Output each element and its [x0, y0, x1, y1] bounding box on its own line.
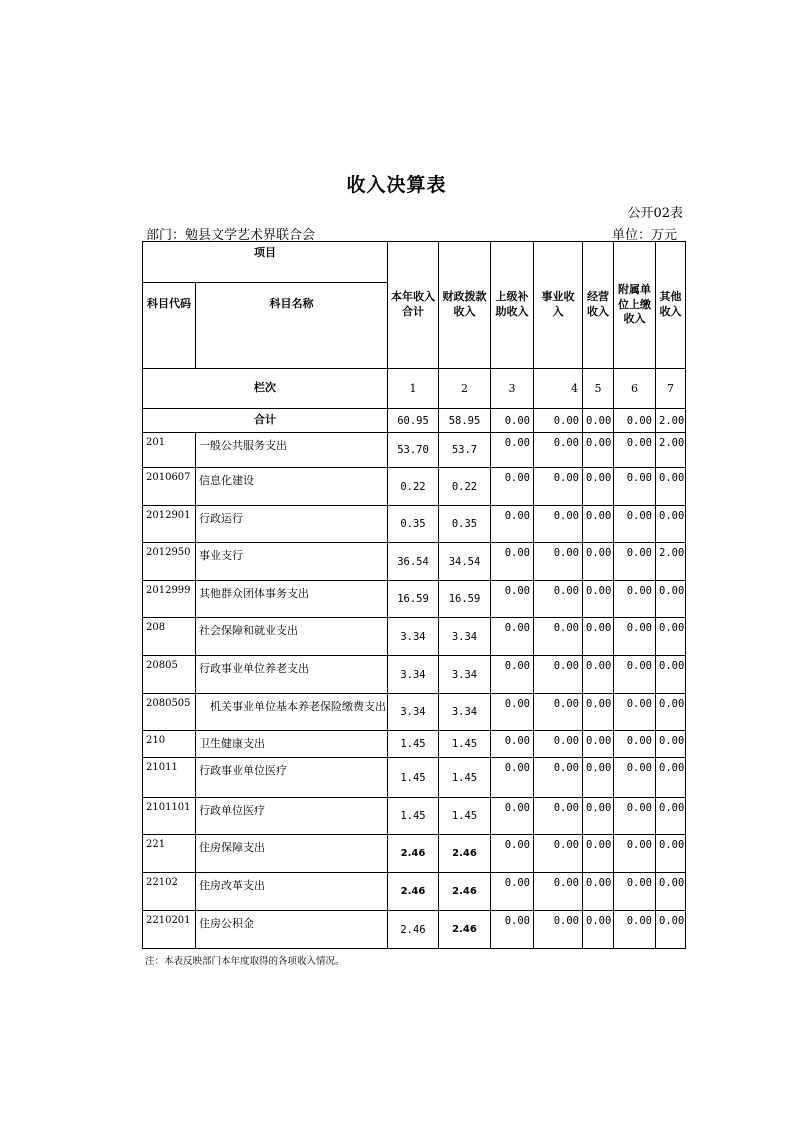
footnote: 注：本表反映部门本年度取得的各项收入情况。	[145, 956, 345, 967]
cell-value: 0.00	[583, 656, 614, 694]
cell-value: 0.00	[534, 468, 583, 506]
subject-name: 卫生健康支出	[196, 731, 388, 758]
subject-name: 住房改革支出	[196, 873, 388, 911]
income-table	[142, 241, 686, 949]
subject-code: 2012901	[143, 506, 196, 543]
cell-value: 0.00	[491, 543, 534, 581]
cell-value: 3.34	[388, 694, 439, 731]
column-number: 7	[656, 369, 686, 409]
cell-value: 0.00	[534, 506, 583, 543]
total-value: 58.95	[439, 409, 491, 433]
header-operating: 经营收入	[583, 242, 614, 369]
header-fiscal: 财政拨款收入	[439, 242, 491, 369]
subject-code: 2101101	[143, 798, 196, 835]
cell-value: 3.34	[439, 656, 491, 694]
cell-value: 0.00	[656, 468, 686, 506]
cell-value: 0.00	[491, 468, 534, 506]
column-number-row	[143, 369, 686, 409]
cell-value: 0.00	[614, 911, 656, 949]
table-row	[143, 433, 686, 468]
cell-value: 2.46	[439, 835, 491, 873]
cell-value: 0.00	[583, 618, 614, 656]
cell-value: 0.00	[491, 618, 534, 656]
cell-value: 0.00	[534, 694, 583, 731]
cell-value: 0.00	[491, 911, 534, 949]
subject-code: 22102	[143, 873, 196, 911]
cell-value: 0.00	[656, 581, 686, 618]
cell-value: 0.00	[656, 873, 686, 911]
cell-value: 0.00	[491, 656, 534, 694]
cell-value: 0.00	[491, 731, 534, 758]
cell-value: 0.00	[614, 731, 656, 758]
cell-value: 0.00	[614, 581, 656, 618]
subject-code: 210	[143, 731, 196, 758]
subject-name: 住房公积金	[196, 911, 388, 949]
cell-value: 0.00	[583, 468, 614, 506]
cell-value: 0.00	[614, 433, 656, 468]
cell-value: 0.00	[614, 873, 656, 911]
cell-value: 0.00	[583, 581, 614, 618]
header-other: 其他收入	[656, 242, 686, 369]
cell-value: 0.00	[656, 618, 686, 656]
cell-value: 1.45	[439, 758, 491, 798]
cell-value: 0.00	[656, 911, 686, 949]
table-row	[143, 758, 686, 798]
table-row	[143, 798, 686, 835]
cell-value: 0.00	[534, 433, 583, 468]
table-row	[143, 543, 686, 581]
cell-value: 3.34	[388, 656, 439, 694]
subject-name: 其他群众团体事务支出	[196, 581, 388, 618]
cell-value: 0.00	[534, 758, 583, 798]
header-superior-subsidy: 上级补助收入	[491, 242, 534, 369]
cell-value: 0.00	[614, 468, 656, 506]
cell-value: 2.46	[439, 873, 491, 911]
cell-value: 1.45	[388, 798, 439, 835]
subject-name: 住房保障支出	[196, 835, 388, 873]
table-row	[143, 618, 686, 656]
cell-value: 0.00	[491, 835, 534, 873]
header-business: 事业收入	[534, 242, 583, 369]
cell-value: 0.00	[656, 506, 686, 543]
cell-value: 0.00	[656, 694, 686, 731]
column-number: 2	[439, 369, 491, 409]
cell-value: 2.00	[656, 543, 686, 581]
cell-value: 0.00	[534, 543, 583, 581]
cell-value: 36.54	[388, 543, 439, 581]
cell-value: 0.35	[388, 506, 439, 543]
subject-name: 机关事业单位基本养老保险缴费支出	[196, 694, 388, 731]
cell-value: 0.00	[583, 798, 614, 835]
cell-value: 0.00	[614, 506, 656, 543]
total-row	[143, 409, 686, 433]
cell-value: 2.46	[388, 835, 439, 873]
subject-name: 行政运行	[196, 506, 388, 543]
cell-value: 0.00	[583, 694, 614, 731]
cell-value: 16.59	[388, 581, 439, 618]
cell-value: 0.00	[583, 758, 614, 798]
subject-code: 2012950	[143, 543, 196, 581]
cell-value: 0.00	[534, 835, 583, 873]
header-affiliated: 附属单位上缴收入	[614, 242, 656, 369]
cell-value: 2.46	[388, 873, 439, 911]
cell-value: 0.00	[656, 798, 686, 835]
header-total-income: 本年收入合计	[388, 242, 439, 369]
unit-label: 单位：万元	[611, 228, 677, 243]
cell-value: 0.00	[534, 798, 583, 835]
cell-value: 0.00	[491, 798, 534, 835]
subject-name: 行政单位医疗	[196, 798, 388, 835]
cell-value: 0.00	[614, 618, 656, 656]
cell-value: 3.34	[439, 618, 491, 656]
cell-value: 0.00	[614, 656, 656, 694]
header-code: 科目代码	[143, 283, 196, 369]
total-value: 60.95	[388, 409, 439, 433]
cell-value: 0.00	[534, 581, 583, 618]
column-number: 1	[388, 369, 439, 409]
cell-value: 0.35	[439, 506, 491, 543]
cell-value: 0.00	[583, 835, 614, 873]
cell-value: 0.00	[656, 731, 686, 758]
cell-value: 0.22	[439, 468, 491, 506]
cell-value: 0.00	[534, 731, 583, 758]
column-number: 5	[583, 369, 614, 409]
cell-value: 1.45	[388, 758, 439, 798]
cell-value: 2.00	[656, 433, 686, 468]
header-column-no: 栏次	[143, 369, 388, 409]
cell-value: 3.34	[439, 694, 491, 731]
column-number: 3	[491, 369, 534, 409]
total-value: 0.00	[534, 409, 583, 433]
cell-value: 0.00	[656, 758, 686, 798]
cell-value: 0.00	[534, 656, 583, 694]
form-number: 公开02表	[627, 206, 683, 221]
cell-value: 0.00	[583, 433, 614, 468]
cell-value: 0.00	[491, 581, 534, 618]
cell-value: 53.7	[439, 433, 491, 468]
cell-value: 53.70	[388, 433, 439, 468]
subject-name: 一般公共服务支出	[196, 433, 388, 468]
cell-value: 34.54	[439, 543, 491, 581]
cell-value: 0.00	[583, 911, 614, 949]
subject-code: 2012999	[143, 581, 196, 618]
table-row	[143, 694, 686, 731]
cell-value: 0.00	[491, 873, 534, 911]
subject-name: 行政事业单位医疗	[196, 758, 388, 798]
table-row	[143, 656, 686, 694]
header-name: 科目名称	[196, 283, 388, 369]
cell-value: 2.46	[439, 911, 491, 949]
subject-code: 208	[143, 618, 196, 656]
table-row	[143, 835, 686, 873]
cell-value: 0.00	[583, 873, 614, 911]
cell-value: 3.34	[388, 618, 439, 656]
subject-code: 2080505	[143, 694, 196, 731]
cell-value: 1.45	[388, 731, 439, 758]
cell-value: 0.00	[583, 731, 614, 758]
header-project: 项目	[143, 242, 388, 283]
table-row	[143, 911, 686, 949]
subject-name: 社会保障和就业支出	[196, 618, 388, 656]
cell-value: 0.00	[614, 835, 656, 873]
cell-value: 0.00	[491, 433, 534, 468]
cell-value: 0.22	[388, 468, 439, 506]
subject-code: 2210201	[143, 911, 196, 949]
cell-value: 0.00	[614, 694, 656, 731]
cell-value: 0.00	[656, 835, 686, 873]
table-row	[143, 731, 686, 758]
table-row	[143, 506, 686, 543]
page-title: 收入决算表	[346, 174, 447, 196]
subject-code: 20805	[143, 656, 196, 694]
subject-code: 2010607	[143, 468, 196, 506]
cell-value: 0.00	[614, 758, 656, 798]
cell-value: 1.45	[439, 798, 491, 835]
table-row	[143, 581, 686, 618]
cell-value: 1.45	[439, 731, 491, 758]
total-value: 0.00	[614, 409, 656, 433]
column-number: 4	[534, 369, 583, 409]
subject-code: 201	[143, 433, 196, 468]
cell-value: 0.00	[534, 618, 583, 656]
cell-value: 0.00	[491, 506, 534, 543]
cell-value: 0.00	[491, 758, 534, 798]
subject-name: 行政事业单位养老支出	[196, 656, 388, 694]
cell-value: 2.46	[388, 911, 439, 949]
cell-value: 0.00	[614, 543, 656, 581]
cell-value: 0.00	[491, 694, 534, 731]
subject-code: 221	[143, 835, 196, 873]
subject-code: 21011	[143, 758, 196, 798]
table-row	[143, 468, 686, 506]
cell-value: 0.00	[614, 798, 656, 835]
cell-value: 0.00	[534, 873, 583, 911]
cell-value: 0.00	[583, 506, 614, 543]
total-label: 合计	[143, 409, 388, 433]
total-value: 0.00	[583, 409, 614, 433]
cell-value: 0.00	[534, 911, 583, 949]
table-row	[143, 873, 686, 911]
subject-name: 信息化建设	[196, 468, 388, 506]
department-label: 部门：勉县文学艺术界联合会	[146, 228, 316, 243]
cell-value: 0.00	[583, 543, 614, 581]
total-value: 0.00	[491, 409, 534, 433]
column-number: 6	[614, 369, 656, 409]
cell-value: 16.59	[439, 581, 491, 618]
cell-value: 0.00	[656, 656, 686, 694]
total-value: 2.00	[656, 409, 686, 433]
subject-name: 事业支行	[196, 543, 388, 581]
